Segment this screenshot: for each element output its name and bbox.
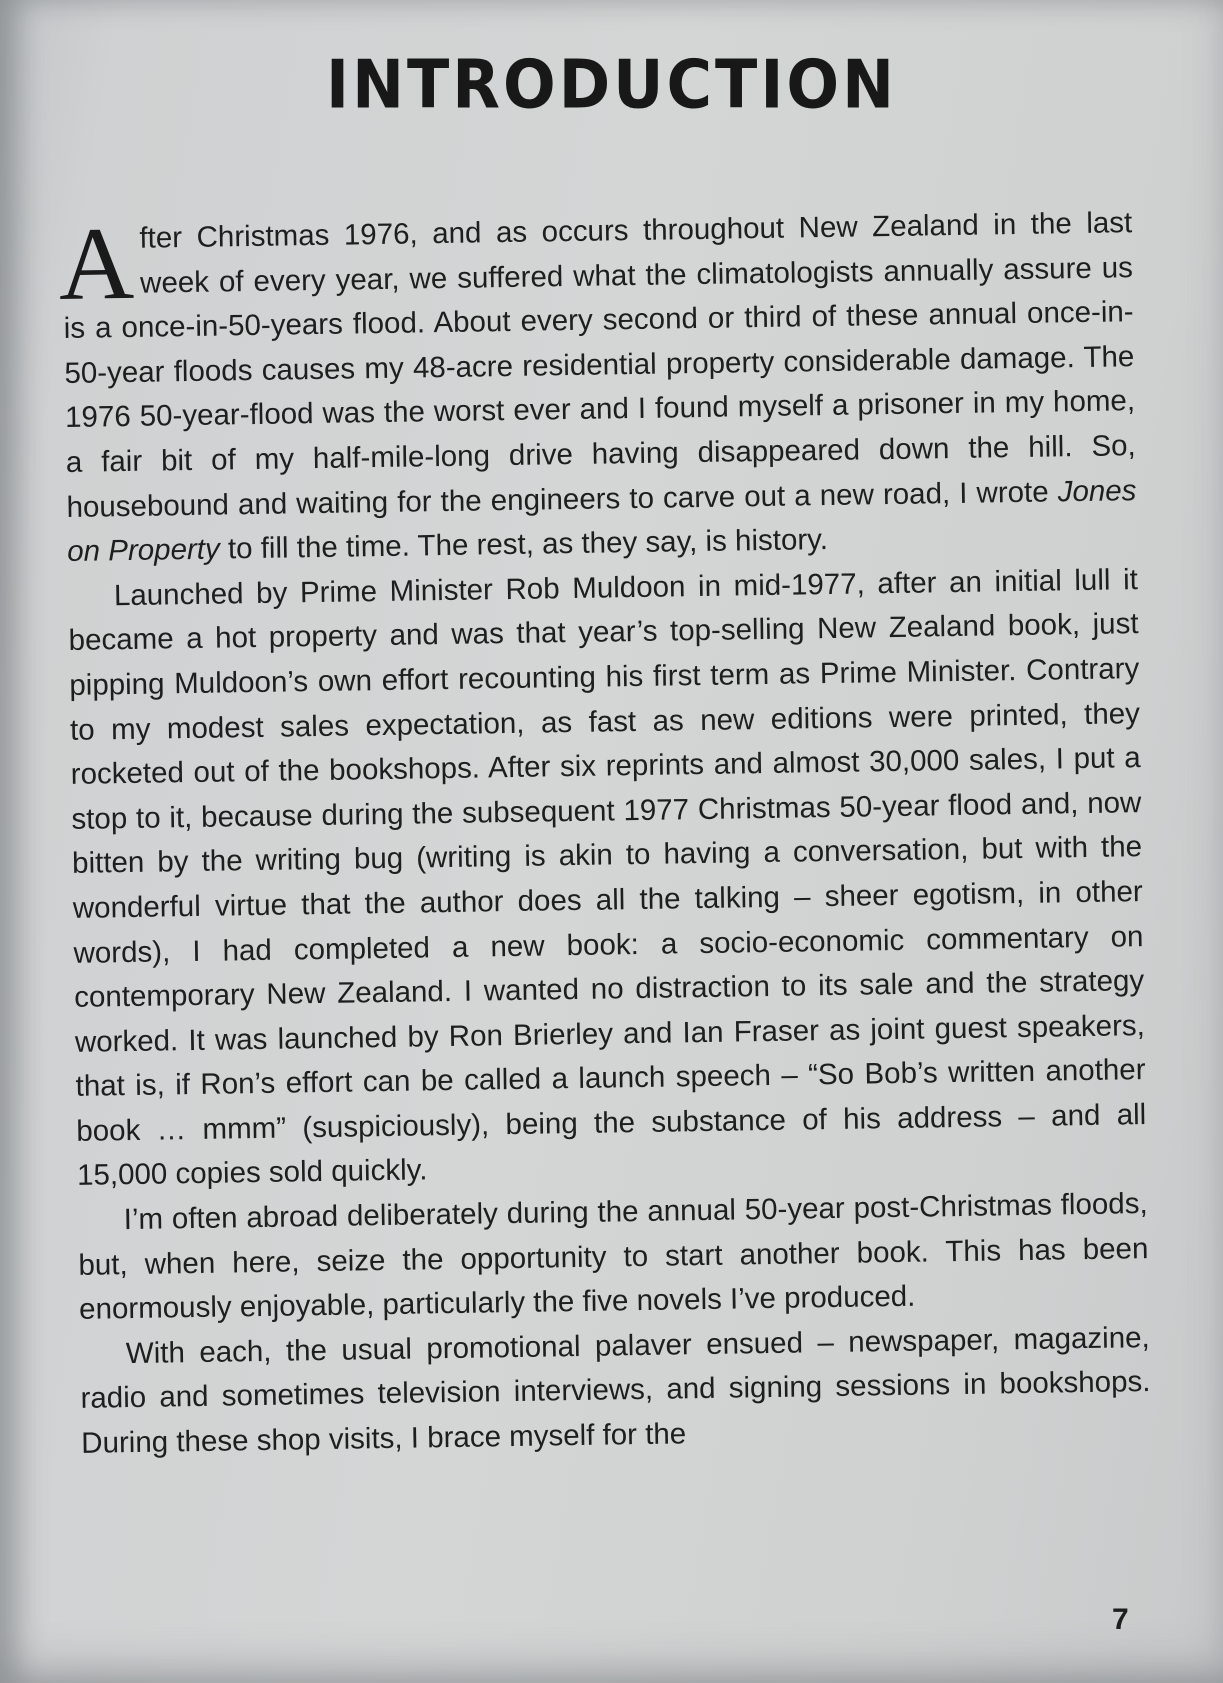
chapter-heading: INTRODUCTION — [326, 45, 897, 124]
body-text — [57, 201, 1151, 1466]
book-title: Jones on Property — [66, 473, 1137, 569]
paragraph-2: Launched by Prime Minister Rob Muldoon in mid-1977, after an initial lull it became a hot property and was that year’s top-selling New Zealand book, just pipping Muldoon’s own effort recounting his first term as Prime Minister. Contrary to my modest sales expectation, as fast as new editions were printed, they rocketed out of the bookshops. After six reprints and almost 30,000 sales, I put a stop to it, because during the subsequent 1977 Christmas 50-year flood and, now bitten by the writing bug (writing is akin to having a conversation, but with the wonderful virtue that the author does all the talking – sheer egotism, in other words), I had completed a new book: a socio-economic commentary on contemporary New Zealand. I wanted no distraction to its sale and the strategy worked. It was launched by Ron Brierley and Ian Fraser as joint guest speakers, that is, if Ron’s effort can be called a launch speech – “So Bob’s written another book … mmm” (suspiciously), being the substance of his address – and all 15,000 copies sold quickly. — [68, 562, 1147, 1193]
paragraph-1 — [57, 201, 1137, 575]
paragraph-1-text-a: fter Christmas 1976, and as occurs throughout New Zealand in the last week of every year, we suffered what the climatologists annually assure us is a once-in-50-years flood. About every second or third of these annual once-in-50-year floods causes my 48-acre residential property considerable damage. The 1976 50-year-flood was the worst ever and I found myself a prisoner in my home, a fair bit of my half-mile-long drive having disappeared down the hill. So, housebound and waiting for the engineers to carve out a new road, I wrote — [63, 206, 1136, 524]
paragraph-1-text-b: to fill the time. The rest, as they say, is history. — [219, 523, 829, 566]
drop-cap: A — [57, 205, 135, 323]
paragraph-3: I’m often abroad deliberately during the annual 50-year post-Christmas floods, but, when here, seize the opportunity to start another book. This has been enormously enjoyable, particularly the five novels I’ve produced. — [78, 1187, 1149, 1327]
page-number: 7 — [1112, 1603, 1129, 1636]
paragraph-4: With each, the usual promotional palaver ensued – newspaper, magazine, radio and sometimes television interviews, and signing sessions in bookshops. During these shop visits, I brace myself for the — [80, 1320, 1151, 1460]
